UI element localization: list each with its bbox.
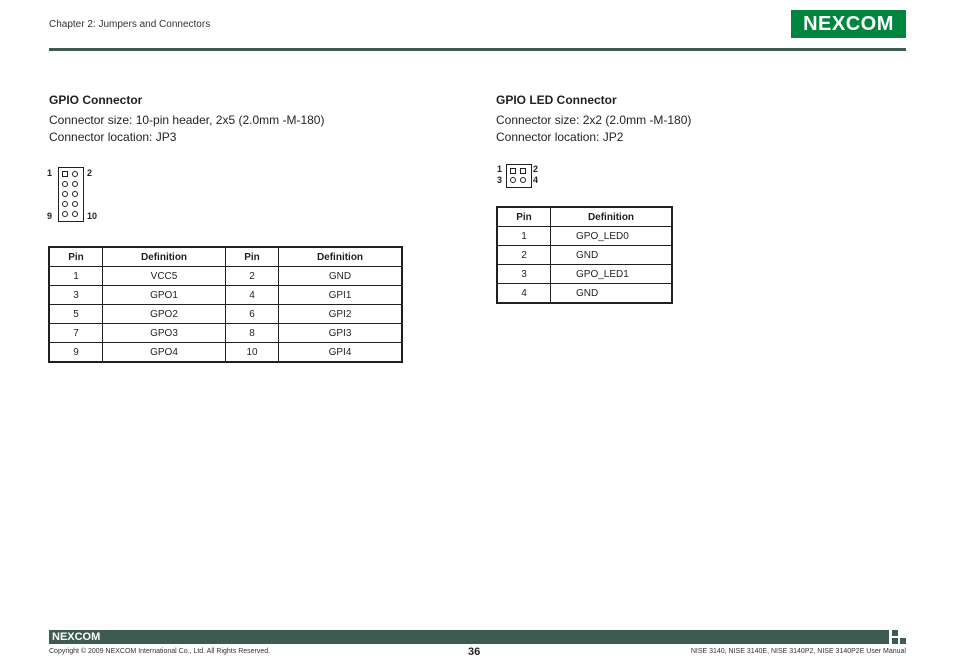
pin-label-3: 3: [497, 175, 503, 185]
pin-4: [520, 177, 526, 183]
gpio-led-pin-table: [496, 206, 673, 304]
pin-header-2x2: [506, 164, 532, 188]
pin-2-square: [520, 168, 526, 174]
footer-logo: NEXCOM: [52, 631, 101, 643]
pin-5: [62, 191, 68, 197]
cell: 3: [497, 265, 551, 284]
table-row: [49, 286, 402, 305]
cell: 6: [226, 305, 279, 324]
col-pin: Pin: [226, 247, 279, 267]
gpio-location: Connector location: JP3: [49, 130, 177, 144]
header-rule: [49, 48, 906, 51]
cell: 2: [497, 246, 551, 265]
col-pin: Pin: [49, 247, 103, 267]
cell: 3: [49, 286, 103, 305]
cell: GPO4: [103, 343, 226, 363]
col-definition: Definition: [103, 247, 226, 267]
pin-8: [72, 201, 78, 207]
cell: GPI2: [279, 305, 403, 324]
pin-10: [72, 211, 78, 217]
cell: GPI1: [279, 286, 403, 305]
table-row: [497, 265, 672, 284]
pin-2: [72, 171, 78, 177]
gpio-led-location: Connector location: JP2: [496, 130, 624, 144]
cell: VCC5: [103, 267, 226, 286]
pin-label-2: 2: [87, 168, 93, 178]
cell: GPO_LED1: [551, 265, 673, 284]
pin-label-1: 1: [497, 164, 503, 174]
pin-1-square: [510, 168, 516, 174]
cell: 1: [49, 267, 103, 286]
pin-label-9: 9: [47, 211, 53, 221]
copyright-text: Copyright © 2009 NEXCOM International Co., Ltd. All Rights Reserved.: [49, 648, 271, 655]
pin-label-2: 2: [533, 164, 539, 174]
pin-6: [72, 191, 78, 197]
cell: GPO2: [103, 305, 226, 324]
table-row: [49, 324, 402, 343]
cell: 4: [226, 286, 279, 305]
pin-label-1: 1: [47, 168, 53, 178]
gpio-section: [49, 93, 324, 146]
cell: GPI4: [279, 343, 403, 363]
cell: GND: [551, 246, 673, 265]
cell: 2: [226, 267, 279, 286]
cell: 4: [497, 284, 551, 304]
cell: 10: [226, 343, 279, 363]
cell: 8: [226, 324, 279, 343]
footer-bar: [49, 630, 889, 644]
gpio-pin-table: [48, 246, 403, 363]
cell: GND: [279, 267, 403, 286]
cell: 5: [49, 305, 103, 324]
cell: 1: [497, 227, 551, 246]
page-number: 36: [468, 646, 481, 658]
col-pin: Pin: [497, 207, 551, 227]
logo-text: NEXCOM: [803, 12, 894, 35]
pin-4: [72, 181, 78, 187]
nexcom-logo: [791, 10, 906, 38]
table-row: [497, 246, 672, 265]
pin-1-square: [62, 171, 68, 177]
gpio-led-section: [496, 93, 691, 146]
cell: 9: [49, 343, 103, 363]
table-header-row: [49, 247, 402, 267]
table-header-row: [497, 207, 672, 227]
pin-3: [510, 177, 516, 183]
table-row: [497, 227, 672, 246]
gpio-size: Connector size: 10-pin header, 2x5 (2.0mm -M-180): [49, 113, 325, 127]
table-row: [497, 284, 672, 304]
cell: GPO3: [103, 324, 226, 343]
cell: GND: [551, 284, 673, 304]
gpio-title: GPIO Connector: [49, 93, 143, 107]
cell: 7: [49, 324, 103, 343]
gpio-led-title: GPIO LED Connector: [496, 93, 617, 107]
cell: GPI3: [279, 324, 403, 343]
cell: GPO_LED0: [551, 227, 673, 246]
pin-7: [62, 201, 68, 207]
chapter-title: Chapter 2: Jumpers and Connectors: [49, 19, 211, 30]
cell: GPO1: [103, 286, 226, 305]
col-definition: Definition: [551, 207, 673, 227]
pin-header-2x5: [58, 167, 84, 222]
pin-9: [62, 211, 68, 217]
table-row: [49, 305, 402, 324]
col-definition: Definition: [279, 247, 403, 267]
table-row: [49, 267, 402, 286]
manual-title: NISE 3140, NISE 3140E, NISE 3140P2, NISE 3140P2E User Manual: [690, 648, 906, 655]
pin-3: [62, 181, 68, 187]
gpio-led-size: Connector size: 2x2 (2.0mm -M-180): [496, 113, 692, 127]
table-row: [49, 343, 402, 363]
pin-label-4: 4: [533, 175, 539, 185]
pin-label-10: 10: [87, 211, 98, 221]
